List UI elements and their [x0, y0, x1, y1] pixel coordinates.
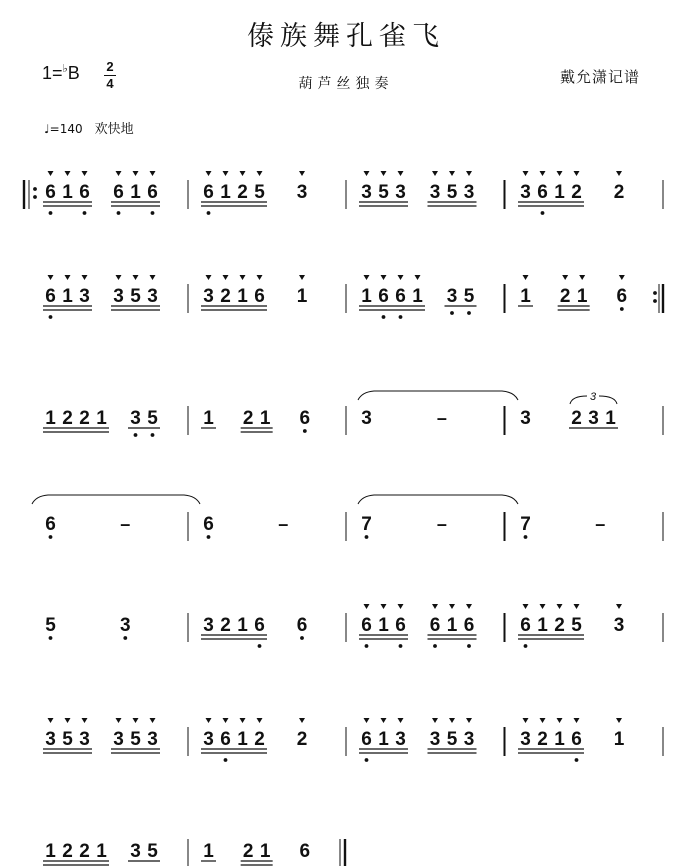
- staccato-mark: [540, 718, 546, 723]
- staccato-mark: [540, 171, 546, 176]
- jianpu-note: 3: [520, 729, 531, 750]
- staccato-mark: [65, 275, 71, 280]
- staccato-mark: [364, 171, 370, 176]
- repeat-dot: [653, 291, 657, 295]
- jianpu-note: 3: [79, 729, 90, 750]
- jianpu-note: 6: [79, 182, 90, 203]
- jianpu-note: 1: [220, 182, 231, 203]
- staccato-mark: [299, 275, 305, 280]
- key-note: B: [67, 63, 80, 83]
- jianpu-note: 1: [237, 615, 248, 636]
- staccato-mark: [574, 171, 580, 176]
- low-octave-dot: [365, 535, 369, 539]
- low-octave-dot: [467, 311, 471, 315]
- jianpu-note: 6: [537, 182, 548, 203]
- staccato-mark: [364, 604, 370, 609]
- tie-arc: [32, 495, 200, 504]
- low-octave-dot: [49, 535, 53, 539]
- staccato-mark: [562, 275, 568, 280]
- staccato-mark: [65, 171, 71, 176]
- staccato-mark: [133, 275, 139, 280]
- staccato-mark: [616, 718, 622, 723]
- jianpu-note: 3: [361, 182, 372, 203]
- time-sig-top: 2: [106, 59, 114, 74]
- time-sig-bottom: 4: [106, 76, 114, 91]
- jianpu-note: 2: [242, 408, 254, 429]
- staccato-mark: [223, 171, 229, 176]
- staccato-mark: [574, 718, 580, 723]
- low-octave-dot: [524, 644, 528, 648]
- staccato-mark: [223, 718, 229, 723]
- jianpu-note: 3: [120, 615, 131, 636]
- jianpu-note: 1: [130, 182, 141, 203]
- jianpu-note: 5: [378, 182, 389, 203]
- jianpu-note: 1: [259, 408, 271, 429]
- jianpu-note: 3: [147, 286, 158, 307]
- jianpu-note: 1: [378, 615, 389, 636]
- staccato-mark: [65, 718, 71, 723]
- low-octave-dot: [123, 636, 127, 640]
- staccato-mark: [432, 171, 438, 176]
- staccato-mark: [381, 604, 387, 609]
- jianpu-note: 6: [378, 286, 389, 307]
- jianpu-note: 1: [259, 841, 271, 862]
- jianpu-note: 3: [463, 182, 475, 203]
- staccato-mark: [381, 718, 387, 723]
- staccato-mark: [364, 718, 370, 723]
- staccato-mark: [449, 718, 455, 723]
- tie-arc: [358, 495, 518, 504]
- jianpu-note: 2: [296, 729, 308, 750]
- jianpu-note: 5: [571, 615, 582, 636]
- jianpu-note: 3: [203, 729, 214, 750]
- staccato-mark: [82, 275, 88, 280]
- staccato-mark: [150, 718, 156, 723]
- low-octave-dot: [365, 758, 369, 762]
- repeat-dot: [653, 299, 657, 303]
- jianpu-note: 2: [220, 286, 231, 307]
- staccato-mark: [523, 604, 529, 609]
- jianpu-note: 3: [296, 182, 308, 203]
- jianpu-note: 1: [45, 841, 56, 862]
- staccato-mark: [240, 171, 246, 176]
- jianpu-note: 3: [395, 182, 406, 203]
- jianpu-note: 6: [203, 514, 214, 535]
- staccato-mark: [466, 604, 472, 609]
- jianpu-note: 3: [113, 729, 124, 750]
- staccato-mark: [579, 275, 585, 280]
- jianpu-note: 3: [613, 615, 625, 636]
- jianpu-note: 6: [147, 182, 158, 203]
- jianpu-note: 3: [45, 729, 56, 750]
- jianpu-note: 3: [395, 729, 406, 750]
- staccato-mark: [619, 275, 625, 280]
- staccato-mark: [364, 275, 370, 280]
- jianpu-note: 1: [412, 286, 423, 307]
- jianpu-note: 6: [616, 286, 628, 307]
- low-octave-dot: [365, 644, 369, 648]
- jianpu-note: 1: [203, 841, 214, 862]
- staccato-mark: [240, 275, 246, 280]
- jianpu-note: 2: [571, 182, 582, 203]
- staccato-mark: [82, 718, 88, 723]
- low-octave-dot: [524, 535, 528, 539]
- staccato-mark: [299, 718, 305, 723]
- low-octave-dot: [49, 315, 53, 319]
- staccato-mark: [299, 171, 305, 176]
- jianpu-note: 5: [446, 729, 458, 750]
- low-octave-dot: [258, 644, 262, 648]
- staccato-mark: [398, 718, 404, 723]
- jianpu-note: 6: [45, 514, 56, 535]
- staccato-mark: [48, 718, 54, 723]
- low-octave-dot: [433, 644, 437, 648]
- jianpu-note: 2: [559, 286, 571, 307]
- jianpu-note: 3: [429, 729, 441, 750]
- jianpu-note: 1: [62, 286, 73, 307]
- jianpu-note: 3: [588, 408, 599, 429]
- staccato-mark: [540, 604, 546, 609]
- key-prefix: 1=: [42, 63, 63, 83]
- staccato-mark: [398, 171, 404, 176]
- jianpu-note: 1: [520, 286, 531, 307]
- low-octave-dot: [151, 433, 155, 437]
- jianpu-note: 2: [237, 182, 248, 203]
- staccato-mark: [415, 275, 421, 280]
- score-subtitle: 葫芦丝独奏: [298, 76, 394, 92]
- jianpu-note: 6: [45, 182, 56, 203]
- staccato-mark: [82, 171, 88, 176]
- jianpu-note: 7: [361, 514, 372, 535]
- jianpu-note: 6: [395, 286, 406, 307]
- jianpu-note: 6: [203, 182, 214, 203]
- staccato-mark: [616, 171, 622, 176]
- jianpu-note: 5: [45, 615, 56, 636]
- jianpu-note: 5: [130, 286, 141, 307]
- staccato-mark: [381, 171, 387, 176]
- low-octave-dot: [300, 636, 304, 640]
- low-octave-dot: [382, 315, 386, 319]
- jianpu-note: 6: [395, 615, 406, 636]
- staccato-mark: [398, 604, 404, 609]
- staccato-mark: [432, 718, 438, 723]
- staccato-mark: [449, 171, 455, 176]
- jianpu-note: 6: [254, 615, 265, 636]
- jianpu-note: 5: [147, 408, 158, 429]
- hold-dash: –: [120, 514, 131, 534]
- jianpu-note: 2: [79, 408, 90, 429]
- staccato-mark: [557, 718, 563, 723]
- jianpu-note: 2: [254, 729, 265, 750]
- staccato-mark: [523, 718, 529, 723]
- low-octave-dot: [541, 211, 545, 215]
- jianpu-note: 3: [446, 286, 458, 307]
- jianpu-note: 3: [463, 729, 475, 750]
- jianpu-note: 3: [113, 286, 124, 307]
- jianpu-note: 6: [520, 615, 531, 636]
- low-octave-dot: [207, 535, 211, 539]
- jianpu-note: 1: [96, 408, 107, 429]
- low-octave-dot: [224, 758, 228, 762]
- staccato-mark: [449, 604, 455, 609]
- low-octave-dot: [49, 636, 53, 640]
- jianpu-note: 2: [62, 408, 73, 429]
- staccato-mark: [257, 718, 263, 723]
- low-octave-dot: [49, 211, 53, 215]
- jianpu-note: 1: [45, 408, 56, 429]
- jianpu-note: 2: [554, 615, 565, 636]
- hold-dash: –: [278, 514, 289, 534]
- tempo-mark: ♩=140: [44, 122, 83, 136]
- jianpu-note: 6: [254, 286, 265, 307]
- jianpu-note: 1: [237, 286, 248, 307]
- low-octave-dot: [467, 644, 471, 648]
- staccato-mark: [466, 171, 472, 176]
- jianpu-note: 6: [429, 615, 441, 636]
- staccato-mark: [133, 718, 139, 723]
- staccato-mark: [206, 275, 212, 280]
- jianpu-note: 3: [203, 615, 214, 636]
- jianpu-note: 3: [520, 408, 531, 429]
- jianpu-note: 5: [463, 286, 475, 307]
- staccato-mark: [116, 718, 122, 723]
- jianpu-note: 2: [537, 729, 548, 750]
- hold-dash: –: [595, 514, 606, 534]
- jianpu-note: 3: [429, 182, 441, 203]
- jianpu-note: 6: [296, 615, 308, 636]
- jianpu-note: 6: [361, 615, 372, 636]
- low-octave-dot: [151, 211, 155, 215]
- jianpu-note: 3: [130, 408, 141, 429]
- staccato-mark: [523, 275, 529, 280]
- jianpu-note: 3: [130, 841, 141, 862]
- hold-dash: –: [436, 514, 447, 534]
- staccato-mark: [557, 171, 563, 176]
- jianpu-note: 1: [296, 286, 308, 307]
- jianpu-note: 1: [62, 182, 73, 203]
- staccato-mark: [240, 718, 246, 723]
- flat-symbol: ♭: [62, 63, 68, 75]
- jianpu-note: 1: [446, 615, 458, 636]
- hold-dash: –: [436, 408, 447, 428]
- staccato-mark: [116, 275, 122, 280]
- jianpu-note: 6: [361, 729, 372, 750]
- jianpu-note: 1: [605, 408, 616, 429]
- jianpu-note: 6: [220, 729, 231, 750]
- low-octave-dot: [207, 211, 211, 215]
- jianpu-note: 6: [299, 408, 311, 429]
- jianpu-note: 1: [537, 615, 548, 636]
- repeat-dot: [33, 195, 37, 199]
- jianpu-note: 1: [361, 286, 372, 307]
- staccato-mark: [48, 275, 54, 280]
- jianpu-note: 6: [571, 729, 582, 750]
- staccato-mark: [206, 171, 212, 176]
- jianpu-note: 5: [147, 841, 158, 862]
- staccato-mark: [381, 275, 387, 280]
- jianpu-note: 3: [520, 182, 531, 203]
- jianpu-note: 1: [613, 729, 625, 750]
- low-octave-dot: [575, 758, 579, 762]
- staccato-mark: [48, 171, 54, 176]
- jianpu-note: 2: [571, 408, 582, 429]
- low-octave-dot: [303, 429, 307, 433]
- jianpu-note: 1: [576, 286, 588, 307]
- tuplet-number: 3: [589, 391, 597, 403]
- jianpu-note: 1: [203, 408, 214, 429]
- jianpu-note: 1: [554, 729, 565, 750]
- jianpu-note: 1: [378, 729, 389, 750]
- tempo-expression: 欢快地: [94, 122, 134, 137]
- low-octave-dot: [83, 211, 87, 215]
- staccato-mark: [398, 275, 404, 280]
- jianpu-note: 3: [203, 286, 214, 307]
- jianpu-note: 5: [130, 729, 141, 750]
- repeat-dot: [33, 187, 37, 191]
- staccato-mark: [466, 718, 472, 723]
- jianpu-note: 3: [361, 408, 372, 429]
- staccato-mark: [223, 275, 229, 280]
- jianpu-note: 3: [79, 286, 90, 307]
- jianpu-note: 2: [79, 841, 90, 862]
- low-octave-dot: [117, 211, 121, 215]
- staccato-mark: [206, 718, 212, 723]
- jianpu-note: 1: [237, 729, 248, 750]
- jianpu-note: 3: [147, 729, 158, 750]
- staccato-mark: [116, 171, 122, 176]
- score-title: 傣族舞孔雀飞: [247, 21, 445, 52]
- jianpu-note: 1: [96, 841, 107, 862]
- jianpu-note: 5: [62, 729, 73, 750]
- jianpu-note: 6: [463, 615, 475, 636]
- staccato-mark: [432, 604, 438, 609]
- tie-arc: [358, 391, 518, 400]
- low-octave-dot: [399, 315, 403, 319]
- low-octave-dot: [399, 644, 403, 648]
- jianpu-note: 2: [62, 841, 73, 862]
- jianpu-note: 5: [446, 182, 458, 203]
- staccato-mark: [133, 171, 139, 176]
- jianpu-note: 7: [520, 514, 531, 535]
- low-octave-dot: [450, 311, 454, 315]
- staccato-mark: [574, 604, 580, 609]
- low-octave-dot: [134, 433, 138, 437]
- staccato-mark: [523, 171, 529, 176]
- staccato-mark: [150, 275, 156, 280]
- staccato-mark: [616, 604, 622, 609]
- staccato-mark: [557, 604, 563, 609]
- jianpu-note: 6: [113, 182, 124, 203]
- staccato-mark: [150, 171, 156, 176]
- jianpu-note: 6: [299, 841, 311, 862]
- jianpu-note: 1: [554, 182, 565, 203]
- jianpu-note: 6: [45, 286, 56, 307]
- staccato-mark: [257, 275, 263, 280]
- notator-credit: 戴允潇记谱: [560, 68, 641, 86]
- jianpu-note: 5: [254, 182, 265, 203]
- low-octave-dot: [620, 307, 624, 311]
- jianpu-note: 2: [220, 615, 231, 636]
- jianpu-note: 2: [613, 182, 625, 203]
- jianpu-note: 2: [242, 841, 254, 862]
- staccato-mark: [257, 171, 263, 176]
